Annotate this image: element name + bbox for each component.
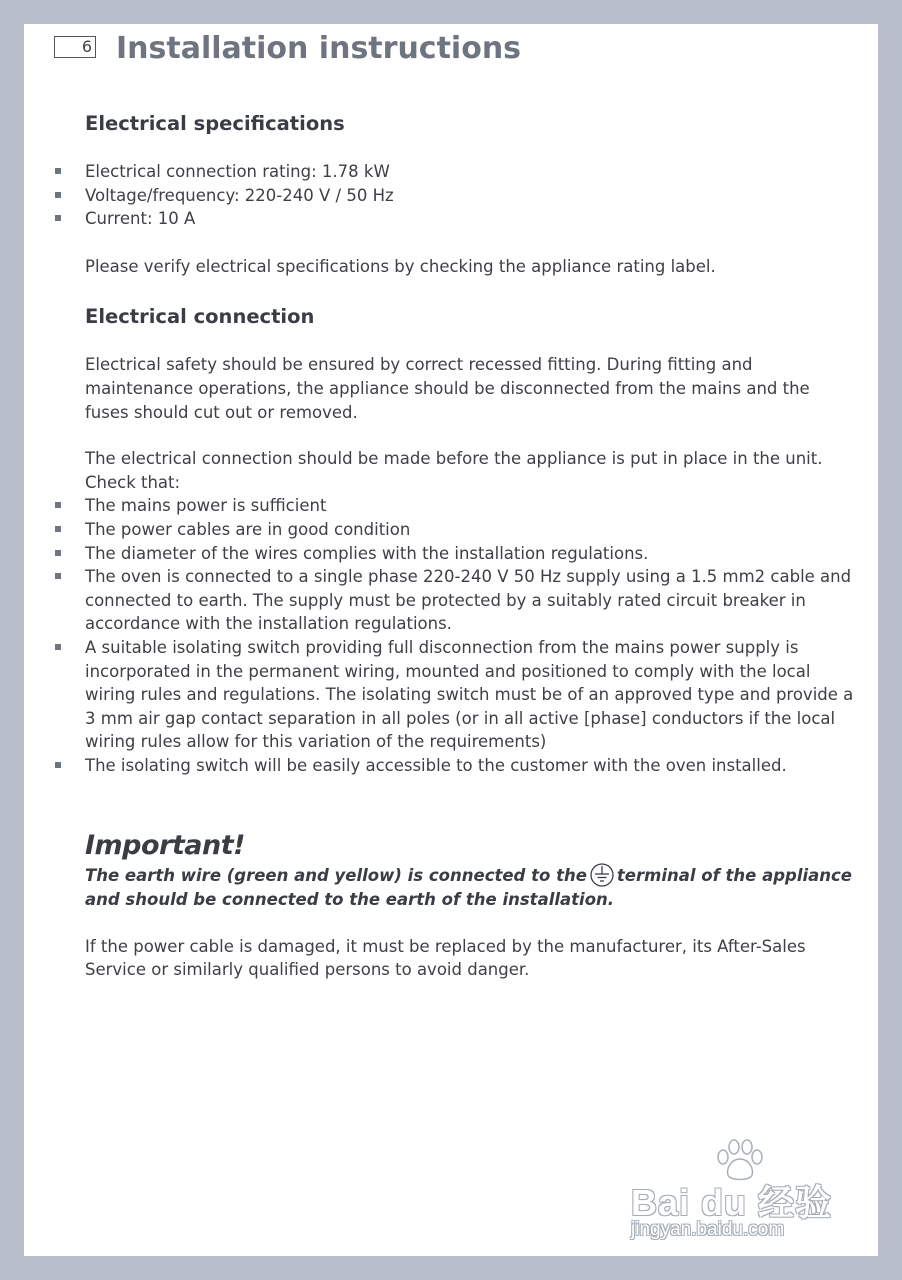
page-title: Installation instructions — [116, 31, 522, 66]
bullet-icon — [55, 644, 61, 650]
bullet-icon — [55, 526, 61, 532]
specifications-list — [85, 160, 855, 231]
check-intro-paragraph: The electrical connection should be made before the appliance is put in place in the unit. Check that: — [85, 449, 823, 492]
list-item: A suitable isolating switch providing full disconnection from the mains power supply is incorporated in the permanent wiring, mounted and positioned to comply with the local wiring rules and regulations. The isolating switch must be of an approved type and provide a 3 mm air gap contact separation in all poles (or in all active [phase] conductors if the local wiring rules allow for this variation of the requirements) — [85, 636, 855, 754]
earth-ground-icon — [588, 863, 616, 887]
baidu-watermark — [631, 1139, 846, 1244]
page-number: 6 — [54, 36, 96, 58]
bullet-icon — [55, 192, 61, 198]
list-item: The oven is connected to a single phase 220-240 V 50 Hz supply using a 1.5 mm2 cable and connected to earth. The supply must be protected by a suitably rated circuit breaker in accordance with the installation regulations. — [85, 565, 855, 636]
bullet-icon — [55, 502, 61, 508]
list-item: Electrical connection rating: 1.78 kW — [85, 160, 855, 184]
watermark-url: jingyan.baidu.com — [631, 1219, 785, 1240]
bullet-icon — [55, 215, 61, 221]
checks-list — [85, 494, 855, 777]
damaged-cable-note: If the power cable is damaged, it must be replaced by the manufacturer, its After-Sales Service or similarly qualified persons to avoid danger. — [85, 936, 806, 980]
document-page — [24, 24, 878, 1256]
list-item: The mains power is sufficient — [85, 494, 855, 518]
bullet-icon — [55, 762, 61, 768]
rating-label-note: Please verify electrical specifications by checking the appliance rating label. — [85, 256, 716, 276]
watermark-brand: Bai du 经验 — [631, 1182, 833, 1223]
list-item: Voltage/frequency: 220-240 V / 50 Hz — [85, 184, 855, 208]
page-content — [85, 110, 855, 982]
list-item: The isolating switch will be easily accessible to the customer with the oven installed. — [85, 754, 855, 778]
bullet-icon — [55, 168, 61, 174]
important-heading: Important! — [85, 830, 245, 862]
bullet-icon — [55, 550, 61, 556]
electrical-specifications-heading: Electrical specifications — [85, 112, 345, 135]
list-item: The power cables are in good condition — [85, 518, 855, 542]
list-item: The diameter of the wires complies with the installation regulations. — [85, 542, 855, 566]
important-text: The earth wire (green and yellow) is connected to the terminal of the appliance and should be connected to the earth of the installation. — [85, 863, 855, 911]
safety-paragraph: Electrical safety should be ensured by correct recessed fitting. During fitting and maintenance operations, the appliance should be disconnected from the mains and the fuses should cut out or removed. — [85, 355, 810, 422]
electrical-connection-heading: Electrical connection — [85, 305, 315, 329]
bullet-icon — [55, 573, 61, 579]
list-item: Current: 10 A — [85, 207, 855, 231]
